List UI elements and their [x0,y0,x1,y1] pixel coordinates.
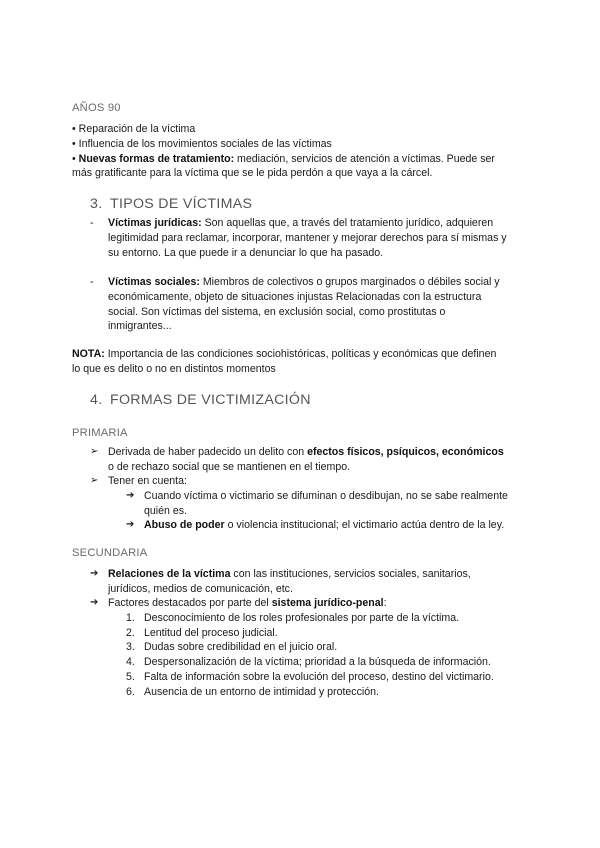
subheading-primaria: PRIMARIA [72,427,128,439]
list-item-continuation: más gratificante para la víctima que se le pida perdón a que vaya a la cárcel. [72,167,433,180]
nota-paragraph: NOTA: Importancia de las condiciones sociohistóricas, políticas y económicas que definen lo que es delito o no en distintos momentos [72,348,497,375]
subheading-secundaria: SECUNDARIA [72,547,148,559]
section-heading-formas [90,393,311,408]
dash-marker: - [90,217,94,229]
heading-title: FORMAS DE VICTIMIZACIÓN [110,392,311,408]
list-item: • Influencia de los movimientos sociales de las víctimas [72,137,332,150]
section-heading-tipos [90,197,252,212]
anos-90-list [72,122,532,181]
bullet-marker: • [72,123,76,135]
section-heading-anos-90: AÑOS 90 [72,102,121,114]
bullet-marker: • [72,152,76,165]
list-item: • Reparación de la víctima [72,123,196,135]
arrow-right-icon: ➔ [90,568,99,579]
heading-number: 4. [90,392,103,408]
document-page: AÑOS 90 • Reparación de la víctima • Influencia de los movimientos sociales de las víctimas • Nuevas formas de tratamiento: mediación, servicios de atención a víctimas. Puede ser más gratificante para la víctima que se le pida perdón a que vaya a la cárcel. 3. TIPOS DE VÍCTIMAS - Víctimas jurídicas: Son aquellas que, a través del tratamiento jurídico, adquieren legitimidad para reclamar, incorporar, mantener y mejorar derechos para sí mismas y su entorno. La que puede ir a denunciar lo que ha pasado. - Víctimas sociales: Miembros de colectivos o grupos marginados o débiles social y económicamente, objeto de situaciones injustas Relacionadas con la estructura social. Son víctimas del sistema, en exclusión social, como prostitutas o inmigrantes... NOTA: Importancia de las condiciones sociohistóricas, políticas y económicas que definen lo que es delito o no en distintos momentos 4. FORMAS DE VICTIMIZACIÓN PRIMARIA ➢ Derivada de haber padecido un delito con efectos físicos, psíquicos, económicos o de rechazo social que se mantienen en el tiempo. ➢ Tener en cuenta: ➔ Cuando víctima o victimario se difuminan o desdibujan, no se sabe realmente quién es. ➔ Abuso de poder o violencia institucional; el victimario actúa dentro de la ley. SECUNDARIA ➔ Relaciones de la víctima con las instituciones, servicios sociales, sanitarios, jurídicos, medios de comunicación, etc. ➔ Factores destacados por parte del sistema jurídico-penal: 1. Desconocimiento de los roles profesionales por parte de la víctima. 2. Lentitud del proceso judicial. 3. Dudas sobre credibilidad en el juicio oral. 4. Despersonalización de la víctima; prioridad a la búsqueda de información. 5. Falta de información sobre la evolución del proceso, destino del victimario. 6. Ausencia de un entorno de intimidad y protección. [0,0,600,848]
heading-number: 3. [90,196,103,212]
arrow-right-icon: ➔ [126,490,135,501]
arrowhead-icon: ➢ [90,475,99,486]
heading-title: TIPOS DE VÍCTIMAS [110,196,253,212]
arrow-right-icon: ➔ [126,519,135,530]
arrow-right-icon: ➔ [90,597,99,608]
dash-marker: - [90,276,94,288]
arrowhead-icon: ➢ [90,446,99,457]
list-item: • Nuevas formas de tratamiento: mediación, servicios de atención a víctimas. Puede ser [72,152,495,165]
bullet-marker: • [72,137,76,150]
